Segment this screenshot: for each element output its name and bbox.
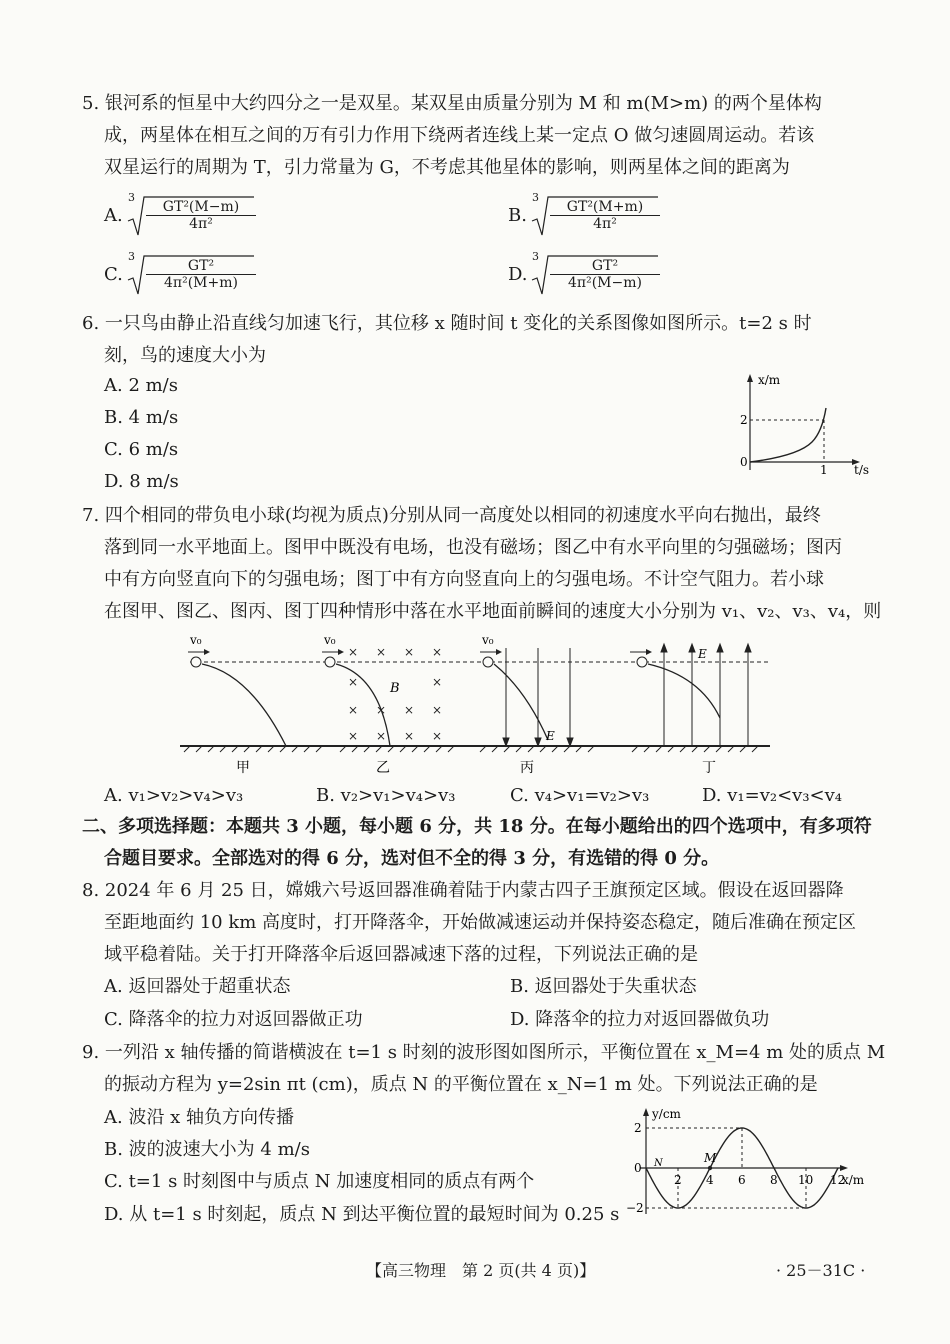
- svg-text:×: ×: [348, 703, 359, 717]
- svg-text:B: B: [390, 681, 400, 696]
- section2-line-2: 合题目要求。全部选对的得 6 分，选对但不全的得 3 分，有选错的得 0 分。: [104, 848, 720, 869]
- svg-text:v₀: v₀: [324, 633, 336, 647]
- svg-text:−2: −2: [626, 1201, 644, 1215]
- q9-option-a: A. 波沿 x 轴负方向传播: [104, 1107, 295, 1128]
- svg-text:×: ×: [404, 645, 415, 659]
- q8-option-b: B. 返回器处于失重状态: [510, 976, 697, 997]
- q7-line-2: 落到同一水平地面上。图甲中既没有电场，也没有磁场；图乙中有水平向里的匀强磁场；图丙: [104, 537, 842, 558]
- q9-option-d: D. 从 t=1 s 时刻起，质点 N 到达平衡位置的最短时间为 0.25 s: [104, 1204, 620, 1225]
- q9-option-c: C. t=1 s 时刻图中与质点 N 加速度相同的质点有两个: [104, 1171, 535, 1192]
- q6-option-c: C. 6 m/s: [104, 439, 179, 460]
- svg-text:4: 4: [706, 1173, 714, 1187]
- q5-line-2: 成，两星体在相互之间的万有引力作用下绕两者连线上某一定点 O 做匀速圆周运动。若该: [104, 125, 815, 146]
- q7-option-d: D. v₁=v₂<v₃<v₄: [702, 785, 843, 806]
- svg-text:2: 2: [674, 1173, 682, 1187]
- svg-text:×: ×: [348, 729, 359, 743]
- q9-wave-graph: [626, 1104, 876, 1218]
- q7-figure: [180, 628, 780, 776]
- q9-line-2: 的振动方程为 y=2sin πt (cm)，质点 N 的平衡位置在 x_N=1 m 处。下列说法正确的是: [104, 1074, 818, 1095]
- q8-option-d: D. 降落伞的拉力对返回器做负功: [510, 1009, 770, 1030]
- q6-line-2: 刻，鸟的速度大小为: [104, 345, 266, 366]
- q6-option-b: B. 4 m/s: [104, 407, 179, 428]
- q6-option-d: D. 8 m/s: [104, 471, 179, 492]
- q8-line-2: 至距地面约 10 km 高度时，打开降落伞，开始做减速运动并保持姿态稳定，随后准确在预定区: [104, 912, 857, 933]
- svg-text:2: 2: [634, 1121, 642, 1135]
- svg-text:乙: 乙: [376, 760, 390, 776]
- svg-text:N: N: [654, 1158, 663, 1169]
- svg-text:x/m: x/m: [758, 373, 781, 387]
- svg-text:M: M: [704, 1151, 717, 1165]
- q8-line-1: 8. 2024 年 6 月 25 日，嫦娥六号返回器准确着陆于内蒙古四子王旗预定区域。假设在返回器降: [82, 880, 844, 901]
- svg-text:×: ×: [376, 645, 387, 659]
- footer-code: · 25－31C ·: [776, 1261, 866, 1280]
- q8-option-c: C. 降落伞的拉力对返回器做正功: [104, 1009, 363, 1030]
- svg-text:0: 0: [740, 455, 748, 469]
- q9-line-1: 9. 一列沿 x 轴传播的简谐横波在 t=1 s 时刻的波形图如图所示，平衡位置在 x_M=4 m 处的质点 M: [82, 1042, 886, 1063]
- q5-line-3: 双星运行的周期为 T，引力常量为 G，不考虑其他星体的影响，则两星体之间的距离为: [104, 157, 790, 178]
- q7-line-1: 7. 四个相同的带负电小球(均视为质点)分别从同一高度处以相同的初速度水平向右抛出，最终: [82, 505, 821, 526]
- section2-line-1: 二、多项选择题：本题共 3 小题，每小题 6 分，共 18 分。在每小题给出的四个选项中，有多项符: [82, 816, 872, 837]
- svg-text:v₀: v₀: [482, 633, 494, 647]
- svg-text:丁: 丁: [702, 760, 716, 776]
- svg-text:×: ×: [376, 729, 387, 743]
- q5-option-d: D. 3 $\frac{\text{GT²}}{\text{4π²(M−m)}}$: [508, 252, 708, 302]
- q7-option-b: B. v₂>v₁>v₄>v₃: [316, 785, 456, 806]
- q5-line-1: 5. 银河系的恒星中大约四分之一是双星。某双星由质量分别为 M 和 m(M>m) 的两个星体构: [82, 93, 822, 114]
- q5-option-b: B. 3 $\frac{\text{GT²(M+m)}}{\text{4π²}}$: [508, 193, 708, 243]
- svg-text:×: ×: [404, 703, 415, 717]
- q6-line-1: 6. 一只鸟由静止沿直线匀加速飞行，其位移 x 随时间 t 变化的关系图像如图所示。t=2 s 时: [82, 313, 812, 334]
- svg-text:×: ×: [432, 703, 443, 717]
- q9-option-b: B. 波的波速大小为 4 m/s: [104, 1139, 310, 1160]
- svg-text:12: 12: [830, 1173, 846, 1187]
- svg-text:丙: 丙: [520, 760, 534, 776]
- svg-text:×: ×: [432, 675, 443, 689]
- svg-text:×: ×: [404, 729, 415, 743]
- footer-page-info: 【高三物理 第 2 页(共 4 页)】: [366, 1261, 596, 1280]
- q6-option-a: A. 2 m/s: [104, 375, 178, 396]
- q7-option-a: A. v₁>v₂>v₄>v₃: [104, 785, 244, 806]
- svg-text:v₀: v₀: [190, 633, 202, 647]
- svg-text:甲: 甲: [236, 760, 250, 776]
- svg-text:×: ×: [376, 703, 387, 717]
- svg-text:x/m: x/m: [842, 1173, 865, 1187]
- q5-option-a: A. 3 $\frac{\text{GT²(M−m)}}{\text{4π²}}$: [104, 193, 304, 243]
- q5-option-c: C. 3 $\frac{\text{GT²}}{\text{4π²(M+m)}}$: [104, 252, 304, 302]
- q6-xt-graph: [728, 372, 878, 480]
- svg-text:2: 2: [740, 413, 748, 427]
- q7-option-c: C. v₄>v₁=v₂>v₃: [510, 785, 650, 806]
- q8-line-3: 域平稳着陆。关于打开降落伞后返回器减速下落的过程，下列说法正确的是: [104, 944, 698, 965]
- svg-text:×: ×: [432, 645, 443, 659]
- svg-text:10: 10: [798, 1173, 814, 1187]
- svg-text:×: ×: [432, 729, 443, 743]
- svg-text:y/cm: y/cm: [652, 1107, 681, 1121]
- svg-text:×: ×: [348, 645, 359, 659]
- svg-text:E: E: [698, 647, 707, 661]
- q7-line-4: 在图甲、图乙、图丙、图丁四种情形中落在水平地面前瞬间的速度大小分别为 v₁、v₂、v₃、v₄，则: [104, 601, 882, 622]
- svg-text:8: 8: [770, 1173, 778, 1187]
- svg-text:1: 1: [820, 463, 828, 477]
- svg-text:×: ×: [348, 675, 359, 689]
- svg-text:t/s: t/s: [854, 463, 870, 477]
- svg-text:0: 0: [634, 1161, 642, 1175]
- q7-line-3: 中有方向竖直向下的匀强电场；图丁中有方向竖直向上的匀强电场。不计空气阻力。若小球: [104, 569, 824, 590]
- q8-option-a: A. 返回器处于超重状态: [104, 976, 291, 997]
- svg-text:E: E: [546, 729, 555, 743]
- svg-text:6: 6: [738, 1173, 746, 1187]
